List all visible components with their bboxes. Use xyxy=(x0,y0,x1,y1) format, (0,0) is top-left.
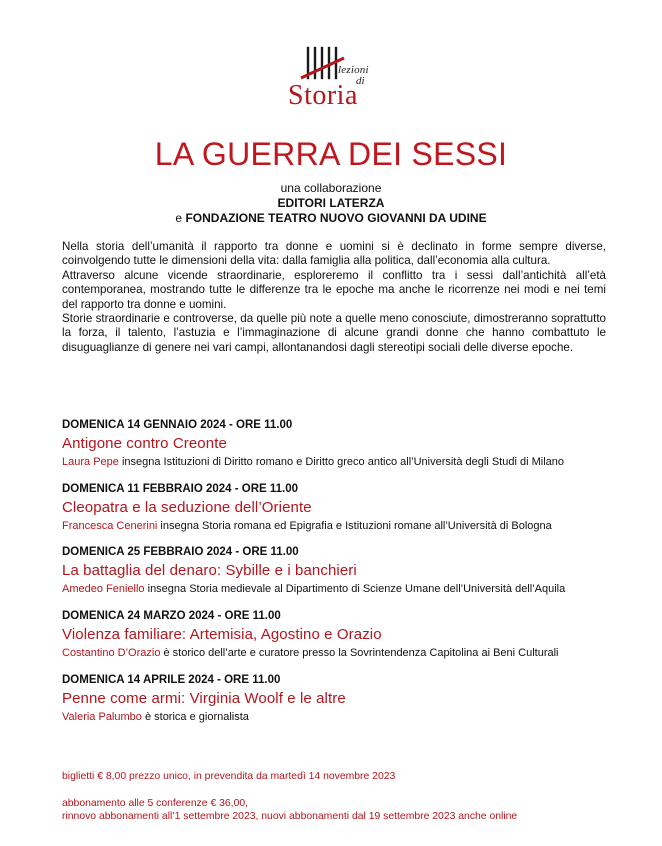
event-item xyxy=(62,609,622,660)
publisher-name: EDITORI LATERZA xyxy=(277,196,385,210)
foundation-line xyxy=(0,211,662,225)
speaker-name: Costantino D’Orazio xyxy=(62,647,161,659)
logo-storia-text: Storia xyxy=(288,80,358,111)
logo-lezioni-text: lezioni xyxy=(338,64,369,76)
foundation-name: FONDAZIONE TEATRO NUOVO GIOVANNI DA UDINE xyxy=(185,211,487,225)
event-item xyxy=(62,545,622,596)
event-title: Cleopatra e la seduzione dell’Oriente xyxy=(62,499,312,516)
speaker-bio: insegna Istituzioni di Diritto romano e Diritto greco antico all’Università degli Studi di Milano xyxy=(118,456,564,468)
event-item xyxy=(62,418,622,469)
intro-paragraph: Nella storia dell’umanità il rapporto tra donne e uomini si è declinato in forme sempre diverse, coinvolgendo tutte le dimensioni della vita: dalla famiglia alla politica, dall’economia alla cultura. xyxy=(62,240,606,268)
event-speaker xyxy=(62,582,622,596)
foundation-prefix: e xyxy=(175,211,183,225)
event-title: Penne come armi: Virginia Woolf e le altre xyxy=(62,690,346,707)
event-speaker xyxy=(62,519,622,533)
event-date: DOMENICA 11 FEBBRAIO 2024 - ORE 11.00 xyxy=(62,483,299,495)
event-speaker xyxy=(62,710,622,724)
speaker-name: Amedeo Feniello xyxy=(62,583,145,595)
subscription-info: abbonamento alle 5 conferenze € 36,00, xyxy=(62,798,249,809)
event-title: La battaglia del denaro: Sybille e i banchieri xyxy=(62,562,357,579)
event-date: DOMENICA 14 GENNAIO 2024 - ORE 11.00 xyxy=(62,419,293,431)
event-speaker xyxy=(62,455,622,469)
subscription-renewal-info: rinnovo abbonamenti all’1 settembre 2023, nuovi abbonamenti dal 19 settembre 2023 anche online xyxy=(62,811,518,822)
event-title: Antigone contro Creonte xyxy=(62,435,227,452)
intro-paragraph: Storie straordinarie e controverse, da quelle più note a quelle meno conosciute, dimostreranno soprattutto la forza, il talento, l’astuzia e l’immaginazione di alcune grandi donne che hanno combattuto le disuguaglianze di genere nei vari campi, allontanandosi dagli stereotipi sociali delle diverse epoche. xyxy=(62,312,606,354)
intro-paragraph: Attraverso alcune vicende straordinarie, esploreremo il conflitto tra i sessi dall’antichità all’età contemporanea, mostrando tutte le differenze tra le epoche ma anche le ricorrenze nei modi e nei temi del rapporto tra donne e uomini. xyxy=(62,268,606,311)
collaboration-line: una collaborazione xyxy=(280,181,382,195)
lezioni-di-storia-logo xyxy=(288,44,388,114)
speaker-bio: è storica e giornalista xyxy=(141,711,249,723)
speaker-bio: è storico dell’arte e curatore presso la Sovrintendenza Capitolina ai Beni Culturali xyxy=(160,647,559,659)
event-date: DOMENICA 14 APRILE 2024 - ORE 11.00 xyxy=(62,674,281,686)
ticket-price-info: biglietti € 8,00 prezzo unico, in prevendita da martedì 14 novembre 2023 xyxy=(62,771,396,782)
speaker-name: Francesca Cenerini xyxy=(62,520,158,532)
event-date: DOMENICA 24 MARZO 2024 - ORE 11.00 xyxy=(62,610,281,622)
event-speaker xyxy=(62,646,622,660)
event-title: Violenza familiare: Artemisia, Agostino e Orazio xyxy=(62,626,382,643)
event-item xyxy=(62,673,622,724)
speaker-bio: insegna Storia medievale al Dipartimento di Scienze Umane dell’Università dell’Aquila xyxy=(144,583,566,595)
event-item xyxy=(62,482,622,533)
speaker-name: Laura Pepe xyxy=(62,456,119,468)
speaker-bio: insegna Storia romana ed Epigrafia e Istituzioni romane all’Università di Bologna xyxy=(157,520,552,532)
page-title: LA GUERRA DEI SESSI xyxy=(154,136,508,172)
event-date: DOMENICA 25 FEBBRAIO 2024 - ORE 11.00 xyxy=(62,546,299,558)
speaker-name: Valeria Palumbo xyxy=(62,711,142,723)
logo-di-text: di xyxy=(356,75,365,87)
intro-text xyxy=(62,240,606,355)
